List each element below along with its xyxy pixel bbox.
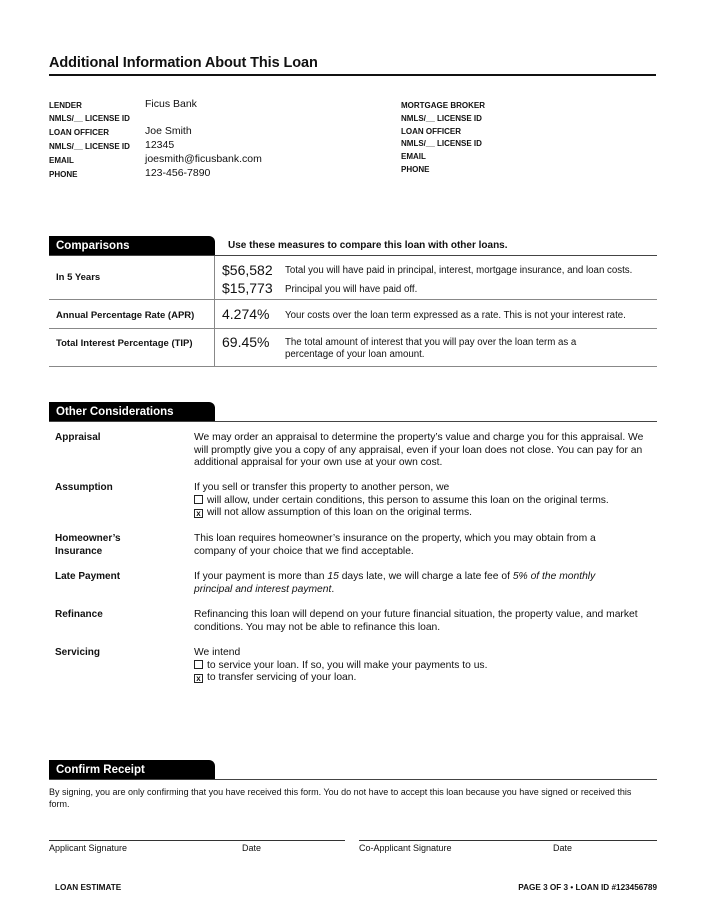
coapplicant-signature-label: Co-Applicant Signature (359, 843, 452, 853)
broker-license-label: NMLS/__ LICENSE ID (401, 114, 482, 123)
other-rule (49, 421, 657, 422)
servicing-transfer-text: to transfer servicing of your loan. (207, 672, 357, 683)
coapplicant-signature-line[interactable] (359, 840, 657, 841)
refinance-label: Refinance (55, 609, 103, 620)
insurance-label-line2: Insurance (55, 545, 103, 557)
assumption-block (194, 482, 649, 520)
footer-right: PAGE 3 OF 3 • LOAN ID #123456789 (518, 883, 657, 892)
assumption-allow-text: will allow, under certain conditions, this person to assume this loan on the original terms. (207, 494, 609, 506)
coapplicant-date-label: Date (553, 843, 573, 853)
cmp-label-apr: Annual Percentage Rate (APR) (56, 310, 195, 321)
cmp-desc-tip: The total amount of interest that you will pay over the loan term as a percentage of your loan amount. (285, 337, 577, 360)
late-payment-label: Late Payment (55, 571, 121, 582)
footer-left: LOAN ESTIMATE (55, 883, 122, 892)
lender-value: Ficus Bank (145, 98, 197, 110)
broker-block (401, 99, 651, 183)
broker-email-label: EMAIL (401, 152, 426, 161)
loan-officer-label: LOAN OFFICER (49, 128, 109, 137)
broker-phone-label: PHONE (401, 165, 430, 174)
assumption-intro: If you sell or transfer this property to another person, we (194, 482, 450, 493)
applicant-date-label: Date (242, 843, 262, 853)
comparisons-divider (214, 256, 215, 366)
appraisal-label: Appraisal (55, 432, 101, 443)
insurance-text: This loan requires homeowner’s insurance on the property, which you may obtain from a company of your choice that we find acceptable. (194, 533, 596, 557)
cmp-label-5yr: In 5 Years (56, 272, 101, 283)
email-value: joesmith@ficusbank.com (145, 153, 262, 165)
assumption-label: Assumption (55, 482, 113, 493)
cmp-label-tip: Total Interest Percentage (TIP) (56, 338, 193, 349)
assumption-deny-checkbox[interactable]: x (194, 509, 203, 518)
servicing-block (194, 647, 649, 685)
loan-officer-value: Joe Smith (145, 125, 192, 137)
late-text-2: days late, we will charge a late fee of (338, 571, 513, 582)
appraisal-text: We may order an appraisal to determine the property’s value and charge you for this appraisal. We will promptly give you a copy of any appraisal, even if your loan does not close. You can pay for an additional appraisal for your own use at your own cost. (194, 432, 644, 468)
late-fee: 5% of the monthly principal and interest payment (194, 571, 596, 595)
cmp-desc-apr: Your costs over the loan term expressed as a rate. This is not your interest rate. (285, 310, 626, 321)
late-payment-text (194, 571, 629, 596)
phone-label: PHONE (49, 170, 78, 179)
late-text-1: If your payment is more than (194, 571, 328, 582)
other-header: Other Considerations (49, 402, 215, 422)
comparisons-rule (49, 255, 657, 256)
servicing-retain-checkbox[interactable] (194, 660, 203, 669)
page-title: Additional Information About This Loan (49, 55, 318, 71)
lender-license-label: NMLS/__ LICENSE ID (49, 114, 130, 123)
confirm-text: By signing, you are only confirming that you have received this form. You do not have to accept this loan because you have signed or received this form. (49, 787, 632, 809)
late-days: 15 (327, 571, 339, 582)
broker-label: MORTGAGE BROKER (401, 101, 485, 110)
phone-value: 123-456-7890 (145, 167, 211, 179)
confirm-header: Confirm Receipt (49, 760, 215, 780)
cmp-value-principal: $15,773 (222, 280, 273, 296)
cmp-row-rule (49, 299, 657, 300)
lender-block (49, 99, 349, 183)
lender-label: LENDER (49, 101, 82, 110)
servicing-label: Servicing (55, 647, 101, 658)
assumption-allow-checkbox[interactable] (194, 495, 203, 504)
applicant-signature-label: Applicant Signature (49, 843, 128, 853)
title-rule (49, 74, 656, 76)
comparisons-subheader: Use these measures to compare this loan with other loans. (228, 240, 508, 251)
cmp-value-tip: 69.45% (222, 334, 270, 350)
cmp-bottom-rule (49, 366, 657, 367)
applicant-signature-line[interactable] (49, 840, 345, 841)
refinance-text: Refinancing this loan will depend on your future financial situation, the property value, and market conditions. You may not be able to refinance this loan. (194, 609, 638, 633)
cmp-desc-principal: Principal you will have paid off. (285, 284, 418, 295)
cmp-value-total: $56,582 (222, 262, 273, 278)
email-label: EMAIL (49, 156, 74, 165)
assumption-deny-text: will not allow assumption of this loan on the original terms. (207, 507, 472, 518)
officer-license-label: NMLS/__ LICENSE ID (49, 142, 130, 151)
late-text-3: . (331, 583, 335, 595)
confirm-rule (49, 779, 657, 780)
servicing-transfer-checkbox[interactable]: x (194, 674, 203, 683)
officer-license-value: 12345 (145, 139, 175, 151)
broker-officer-label: LOAN OFFICER (401, 127, 461, 136)
insurance-label (55, 533, 121, 558)
cmp-value-apr: 4.274% (222, 306, 270, 322)
broker-officer-license-label: NMLS/__ LICENSE ID (401, 139, 482, 148)
cmp-row-rule (49, 328, 657, 329)
comparisons-header: Comparisons (49, 236, 215, 256)
insurance-label-line1: Homeowner’s (55, 533, 121, 544)
servicing-retain-text: to service your loan. If so, you will make your payments to us. (207, 659, 488, 671)
servicing-intro: We intend (194, 647, 241, 658)
cmp-desc-total: Total you will have paid in principal, interest, mortgage insurance, and loan costs. (285, 265, 633, 276)
